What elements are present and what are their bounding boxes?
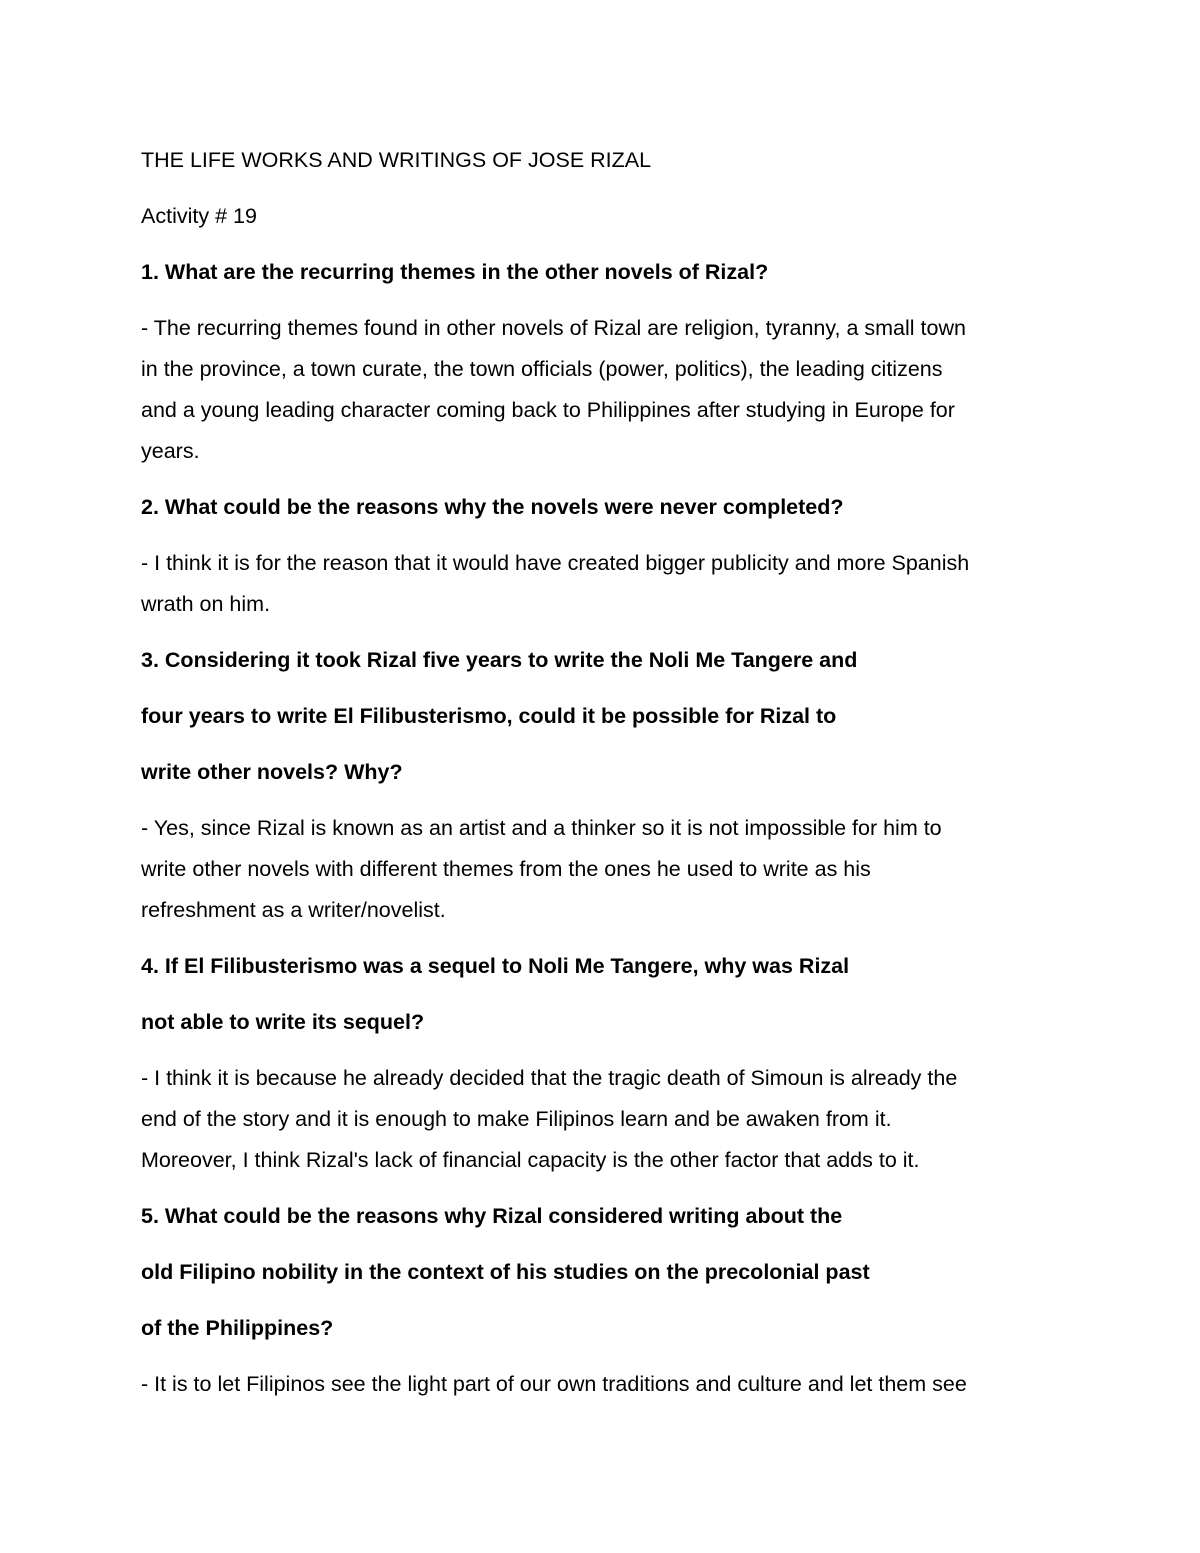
question-5-line-2: old Filipino nobility in the context of his studies on the precolonial past: [141, 1260, 870, 1284]
answer-1-line-1: - The recurring themes found in other novels of Rizal are religion, tyranny, a small town: [141, 316, 966, 340]
answer-5-line-1: - It is to let Filipinos see the light part of our own traditions and culture and let them see: [141, 1372, 967, 1396]
question-3-line-1: 3. Considering it took Rizal five years to write the Noli Me Tangere and: [141, 648, 858, 672]
qa-block-4: [141, 946, 1071, 1181]
answer-3-line-3: refreshment as a writer/novelist.: [141, 898, 446, 922]
question-5-line-3: of the Philippines?: [141, 1316, 334, 1340]
document-title: THE LIFE WORKS AND WRITINGS OF JOSE RIZAL: [141, 148, 652, 172]
document-body: [141, 140, 1071, 1405]
activity-label: Activity # 19: [141, 204, 257, 228]
answer-2-line-2: wrath on him.: [141, 592, 271, 616]
answer-1-line-4: years.: [141, 439, 200, 463]
qa-block-1: [141, 252, 1071, 472]
answer-1-line-2: in the province, a town curate, the town officials (power, politics), the leading citizens: [141, 357, 943, 381]
question-4-line-2: not able to write its sequel?: [141, 1010, 425, 1034]
answer-2-line-1: - I think it is for the reason that it would have created bigger publicity and more Spanish: [141, 551, 970, 575]
qa-block-3: [141, 640, 1071, 931]
answer-3-line-1: - Yes, since Rizal is known as an artist and a thinker so it is not impossible for him to: [141, 816, 942, 840]
question-3-line-3: write other novels? Why?: [141, 760, 403, 784]
question-2-line-1: 2. What could be the reasons why the novels were never completed?: [141, 495, 844, 519]
answer-1-line-3: and a young leading character coming back to Philippines after studying in Europe for: [141, 398, 955, 422]
question-1-line-1: 1. What are the recurring themes in the other novels of Rizal?: [141, 260, 769, 284]
answer-4-line-2: end of the story and it is enough to make Filipinos learn and be awaken from it.: [141, 1107, 892, 1131]
answer-4-line-1: - I think it is because he already decided that the tragic death of Simoun is already the: [141, 1066, 958, 1090]
question-3-line-2: four years to write El Filibusterismo, could it be possible for Rizal to: [141, 704, 837, 728]
answer-4-line-3: Moreover, I think Rizal's lack of financial capacity is the other factor that adds to it.: [141, 1148, 920, 1172]
qa-block-2: [141, 487, 1071, 625]
qa-block-5: [141, 1196, 1071, 1405]
question-5-line-1: 5. What could be the reasons why Rizal considered writing about the: [141, 1204, 843, 1228]
answer-3-line-2: write other novels with different themes from the ones he used to write as his: [141, 857, 871, 881]
question-4-line-1: 4. If El Filibusterismo was a sequel to Noli Me Tangere, why was Rizal: [141, 954, 850, 978]
